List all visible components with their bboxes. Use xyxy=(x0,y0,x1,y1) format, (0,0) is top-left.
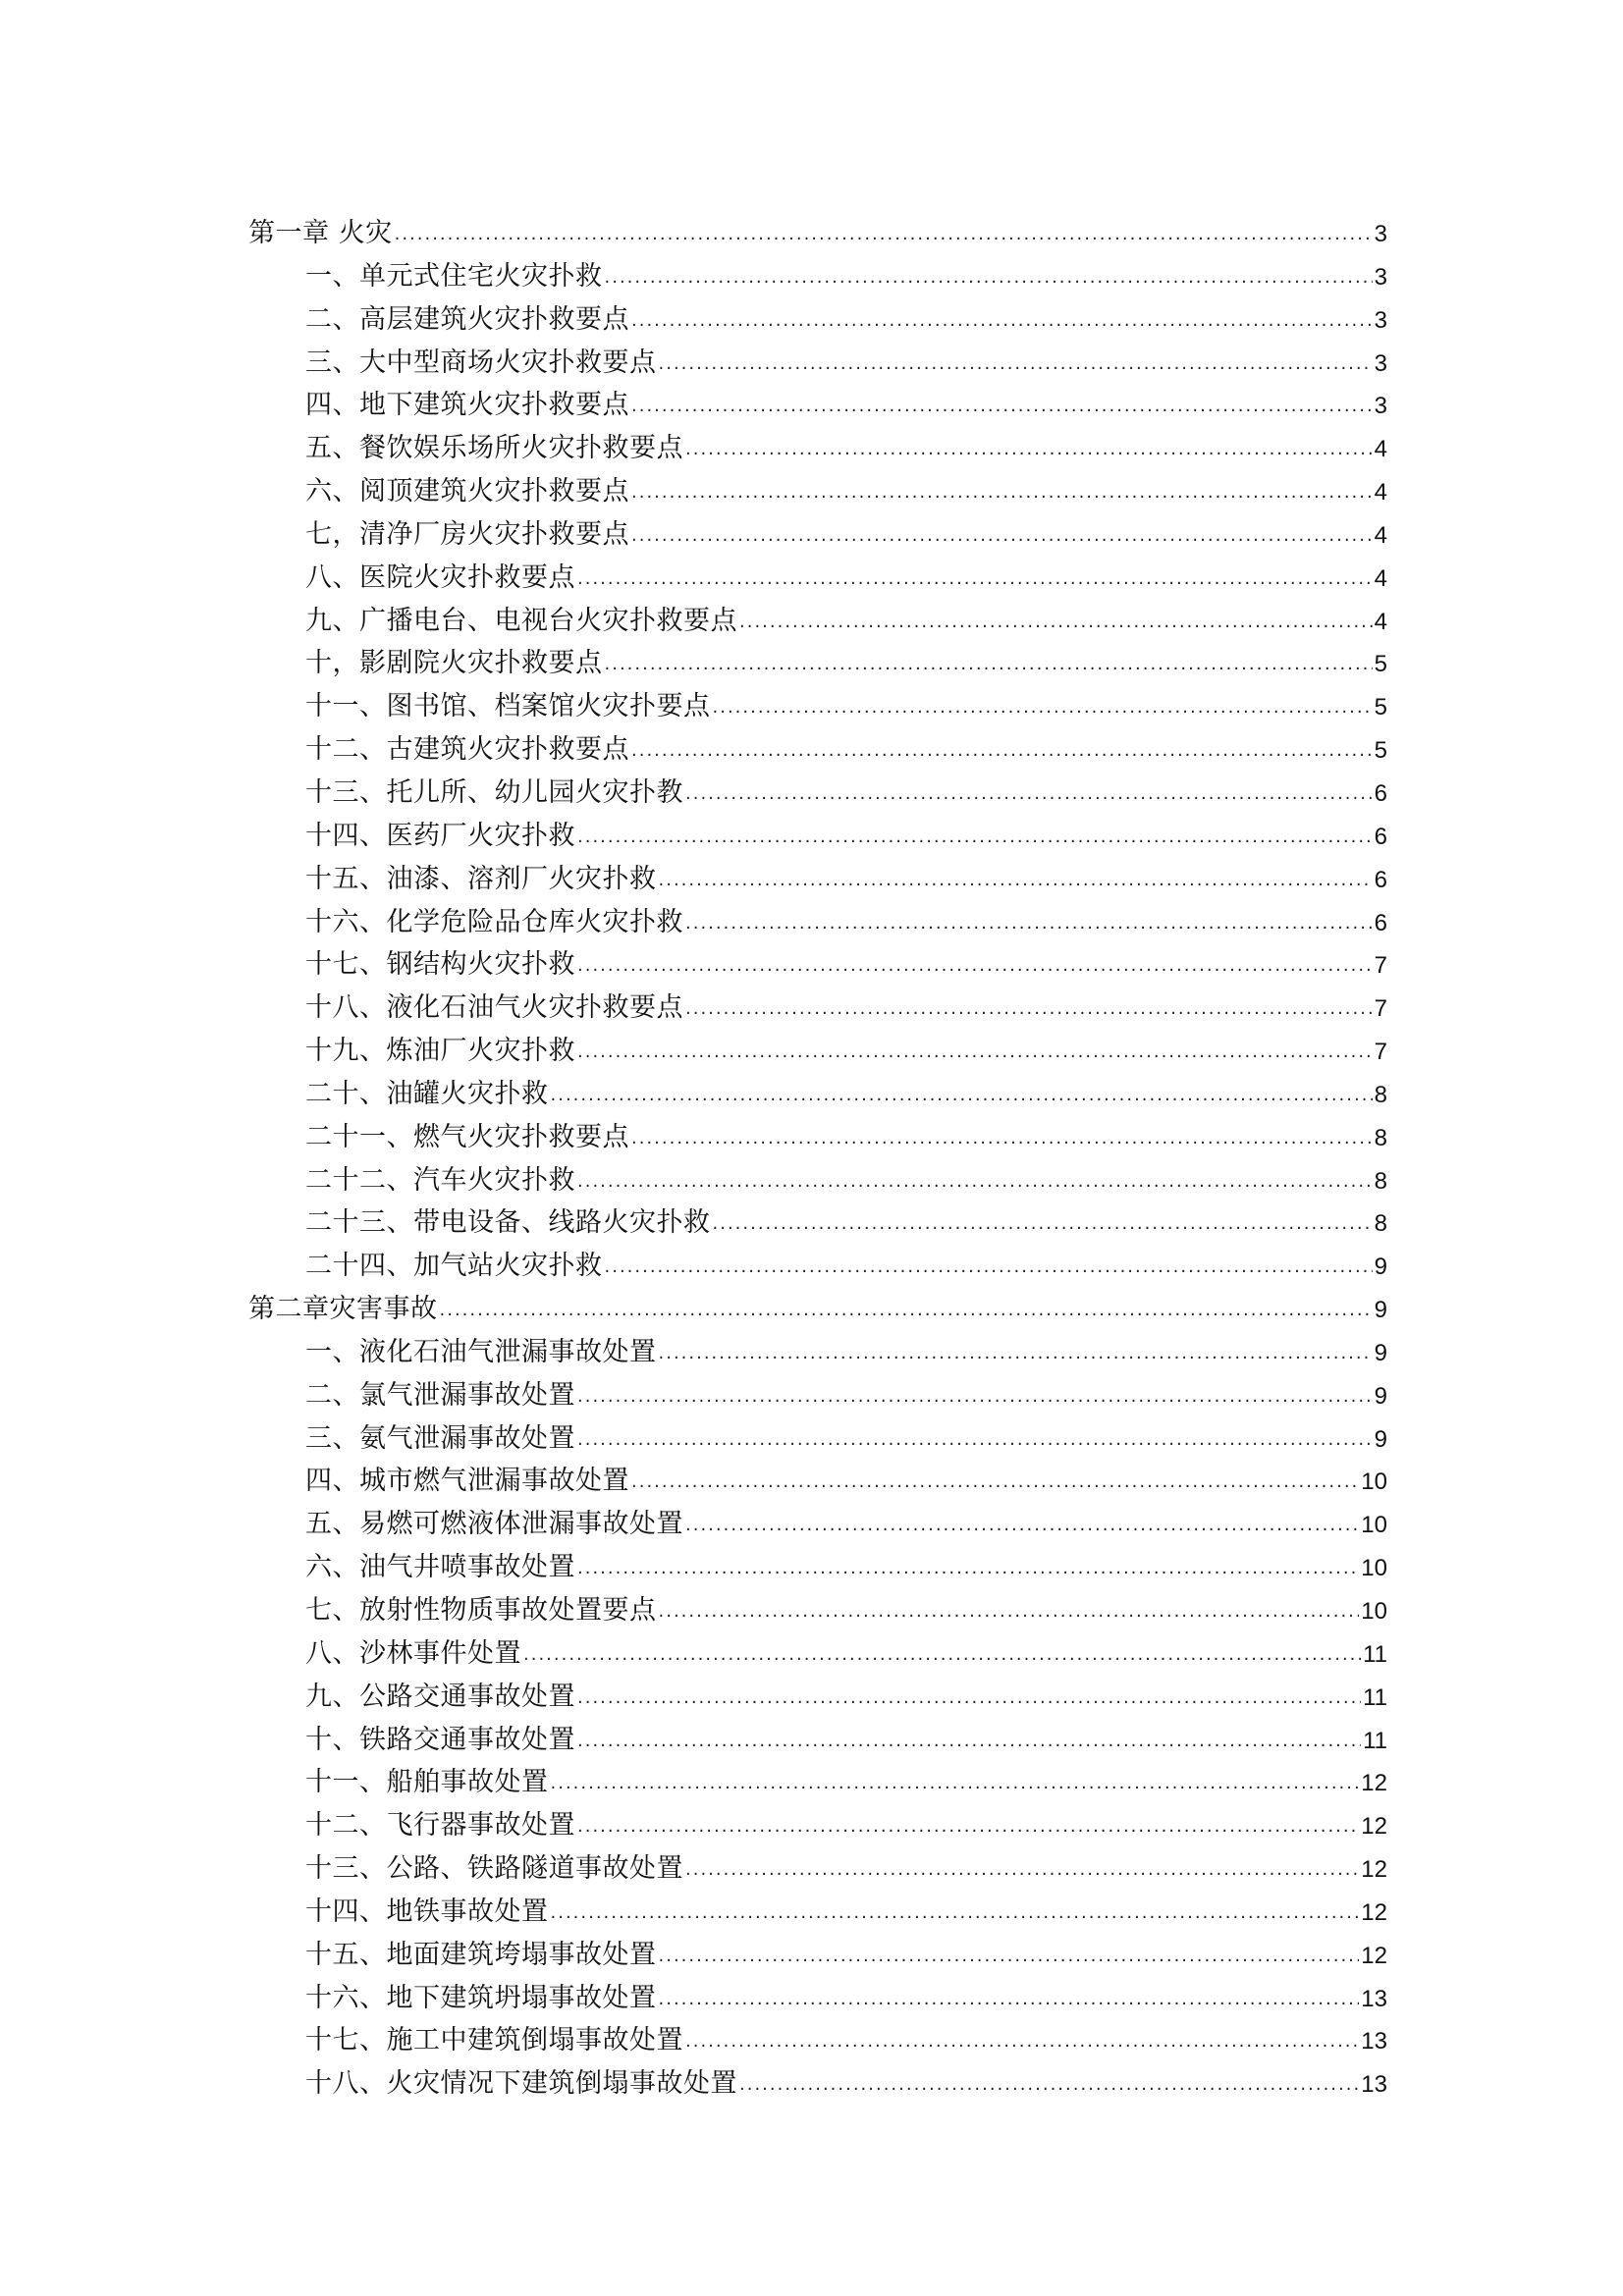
toc-entry-title: 十九、炼油厂火灾扑救 xyxy=(305,1036,575,1067)
toc-dot-leader xyxy=(440,1289,1373,1332)
toc-entry-title: 十六、地下建筑坍塌事故处置 xyxy=(305,1982,657,2013)
toc-entry-page-number: 3 xyxy=(1374,221,1387,247)
toc-entry-page-number: 12 xyxy=(1361,1813,1387,1841)
toc-section-entry[interactable] xyxy=(248,1977,1387,2020)
toc-entry-page-number: 4 xyxy=(1374,436,1387,463)
toc-entry-title: 三、大中型商场火灾扑救要点 xyxy=(305,347,657,378)
toc-entry-title: 九、广播电台、电视台火灾扑救要点 xyxy=(305,605,737,636)
toc-section-entry[interactable] xyxy=(248,815,1387,858)
toc-entry-page-number: 6 xyxy=(1374,866,1387,893)
toc-entry-title: 七、放射性物质事故处置要点 xyxy=(305,1595,657,1626)
toc-chapter-entry[interactable] xyxy=(248,212,1387,255)
toc-dot-leader xyxy=(551,1762,1360,1805)
toc-section-entry[interactable] xyxy=(248,728,1387,772)
toc-dot-leader xyxy=(605,643,1373,686)
toc-dot-leader xyxy=(659,1978,1360,2021)
toc-dot-leader xyxy=(685,428,1373,471)
toc-section-entry[interactable] xyxy=(248,772,1387,815)
toc-entry-title: 一、液化石油气泄漏事故处置 xyxy=(305,1336,657,1367)
toc-section-entry[interactable] xyxy=(248,255,1387,298)
toc-section-entry[interactable] xyxy=(248,470,1387,513)
toc-dot-leader xyxy=(659,859,1373,902)
toc-entry-title: 五、易燃可燃液体泄漏事故处置 xyxy=(305,1509,683,1540)
toc-entry-title: 二、高层建筑火灾扑救要点 xyxy=(305,303,629,335)
toc-section-entry[interactable] xyxy=(248,557,1387,600)
toc-dot-leader xyxy=(631,385,1373,428)
toc-entry-page-number: 6 xyxy=(1374,823,1387,850)
toc-entry-title: 第一章 火灾 xyxy=(248,218,393,248)
toc-dot-leader xyxy=(631,729,1373,773)
toc-section-entry[interactable] xyxy=(248,987,1387,1030)
toc-section-entry[interactable] xyxy=(248,1676,1387,1719)
table-of-contents xyxy=(248,212,1387,2106)
toc-entry-title: 十七、施工中建筑倒塌事故处置 xyxy=(305,2025,683,2056)
toc-entry-title: 十三、托儿所、幼儿园火灾扑教 xyxy=(305,776,683,808)
toc-entry-page-number: 3 xyxy=(1374,349,1387,377)
toc-entry-page-number: 4 xyxy=(1374,521,1387,549)
toc-entry-page-number: 12 xyxy=(1361,1942,1387,1969)
toc-dot-leader xyxy=(577,1805,1359,1848)
toc-dot-leader xyxy=(577,1031,1373,1074)
toc-entry-title: 二十一、燃气火灾扑救要点 xyxy=(305,1121,629,1152)
toc-dot-leader xyxy=(631,471,1373,514)
toc-entry-page-number: 11 xyxy=(1363,1640,1387,1668)
toc-dot-leader xyxy=(577,1418,1373,1462)
toc-section-entry[interactable] xyxy=(248,1073,1387,1116)
toc-entry-title: 四、地下建筑火灾扑救要点 xyxy=(305,390,629,421)
toc-entry-title: 九、公路交通事故处置 xyxy=(305,1681,575,1712)
toc-entry-page-number: 12 xyxy=(1361,1898,1387,1926)
toc-entry-page-number: 7 xyxy=(1374,995,1387,1023)
toc-section-entry[interactable] xyxy=(248,427,1387,470)
toc-dot-leader xyxy=(551,1892,1360,1935)
toc-entry-page-number: 3 xyxy=(1374,263,1387,291)
toc-entry-title: 十三、公路、铁路隧道事故处置 xyxy=(305,1853,683,1885)
toc-dot-leader xyxy=(605,1246,1373,1289)
toc-entry-page-number: 6 xyxy=(1374,909,1387,936)
toc-entry-title: 八、医院火灾扑救要点 xyxy=(305,561,575,593)
toc-section-entry[interactable] xyxy=(248,1761,1387,1804)
toc-entry-page-number: 9 xyxy=(1374,1254,1387,1281)
toc-entry-page-number: 3 xyxy=(1374,393,1387,420)
toc-entry-page-number: 5 xyxy=(1374,737,1387,765)
toc-entry-title: 六、油气井喷事故处置 xyxy=(305,1552,575,1583)
toc-section-entry[interactable] xyxy=(248,1201,1387,1245)
toc-entry-title: 十、铁路交通事故处置 xyxy=(305,1724,575,1755)
toc-dot-leader xyxy=(713,686,1373,729)
toc-section-entry[interactable] xyxy=(248,1374,1387,1417)
toc-entry-title: 八、沙林事件处置 xyxy=(305,1637,521,1669)
toc-entry-page-number: 7 xyxy=(1374,1039,1387,1066)
toc-entry-title: 十六、化学危险品仓库火灾扑救 xyxy=(305,906,683,937)
toc-dot-leader xyxy=(577,558,1373,601)
toc-dot-leader xyxy=(659,1590,1360,1633)
toc-entry-page-number: 8 xyxy=(1374,1210,1387,1238)
toc-section-entry[interactable] xyxy=(248,2062,1387,2106)
toc-entry-page-number: 6 xyxy=(1374,779,1387,807)
toc-entry-page-number: 9 xyxy=(1374,1425,1387,1453)
toc-entry-title: 十四、地铁事故处置 xyxy=(305,1896,549,1927)
toc-dot-leader xyxy=(577,1160,1373,1203)
toc-entry-page-number: 8 xyxy=(1374,1167,1387,1195)
toc-entry-page-number: 13 xyxy=(1361,2071,1387,2099)
toc-section-entry[interactable] xyxy=(248,1589,1387,1632)
toc-dot-leader xyxy=(685,1504,1359,1547)
toc-section-entry[interactable] xyxy=(248,1417,1387,1461)
toc-section-entry[interactable] xyxy=(248,384,1387,427)
toc-entry-page-number: 9 xyxy=(1374,1382,1387,1410)
toc-entry-page-number: 8 xyxy=(1374,1081,1387,1108)
toc-dot-leader xyxy=(577,1375,1373,1418)
toc-dot-leader xyxy=(577,1547,1359,1590)
toc-section-entry[interactable] xyxy=(248,342,1387,385)
toc-section-entry[interactable] xyxy=(248,1331,1387,1374)
toc-entry-page-number: 7 xyxy=(1374,952,1387,980)
toc-section-entry[interactable] xyxy=(248,1804,1387,1847)
toc-section-entry[interactable] xyxy=(248,642,1387,685)
toc-section-entry[interactable] xyxy=(248,1934,1387,1977)
toc-section-entry[interactable] xyxy=(248,685,1387,728)
toc-entry-page-number: 5 xyxy=(1374,694,1387,721)
toc-section-entry[interactable] xyxy=(248,2019,1387,2062)
toc-entry-title: 十一、图书馆、档案馆火灾扑要点 xyxy=(305,691,711,722)
toc-entry-title: 十八、液化石油气火灾扑救要点 xyxy=(305,992,683,1024)
toc-entry-page-number: 9 xyxy=(1374,1297,1387,1324)
toc-entry-page-number: 13 xyxy=(1361,2028,1387,2056)
toc-entry-page-number: 11 xyxy=(1363,1727,1387,1754)
toc-entry-title: 十一、船舶事故处置 xyxy=(305,1767,549,1798)
toc-entry-page-number: 12 xyxy=(1361,1770,1387,1797)
toc-dot-leader xyxy=(577,944,1373,988)
toc-dot-leader xyxy=(577,816,1373,859)
toc-entry-page-number: 5 xyxy=(1374,651,1387,678)
toc-section-entry[interactable] xyxy=(248,901,1387,944)
toc-dot-leader xyxy=(523,1633,1361,1677)
toc-entry-page-number: 4 xyxy=(1374,608,1387,635)
toc-entry-page-number: 10 xyxy=(1361,1555,1387,1582)
toc-entry-page-number: 4 xyxy=(1374,564,1387,592)
toc-entry-page-number: 10 xyxy=(1361,1468,1387,1496)
toc-section-entry[interactable] xyxy=(248,1632,1387,1676)
toc-entry-title: 五、餐饮娱乐场所火灾扑救要点 xyxy=(305,433,683,464)
toc-dot-leader xyxy=(551,1074,1373,1117)
toc-section-entry[interactable] xyxy=(248,1116,1387,1159)
toc-entry-page-number: 13 xyxy=(1361,1985,1387,2012)
toc-dot-leader xyxy=(685,902,1373,945)
toc-dot-leader xyxy=(577,1720,1361,1763)
toc-entry-page-number: 8 xyxy=(1374,1124,1387,1151)
toc-entry-title: 第二章灾害事故 xyxy=(248,1294,438,1325)
toc-section-entry[interactable] xyxy=(248,1891,1387,1934)
toc-entry-page-number: 9 xyxy=(1374,1339,1387,1366)
toc-chapter-entry[interactable] xyxy=(248,1288,1387,1331)
toc-entry-title: 三、氨气泄漏事故处置 xyxy=(305,1422,575,1454)
toc-section-entry[interactable] xyxy=(248,298,1387,342)
toc-entry-title: 二十四、加气站火灾扑救 xyxy=(305,1251,603,1282)
toc-section-entry[interactable] xyxy=(248,1503,1387,1546)
toc-entry-page-number: 10 xyxy=(1361,1512,1387,1539)
toc-entry-title: 七，清净厂房火灾扑救要点 xyxy=(305,518,629,550)
toc-section-entry[interactable] xyxy=(248,858,1387,901)
toc-dot-leader xyxy=(685,988,1373,1031)
toc-entry-title: 二十二、汽车火灾扑救 xyxy=(305,1164,575,1196)
toc-dot-leader xyxy=(659,343,1373,386)
toc-dot-leader xyxy=(739,2063,1359,2107)
toc-section-entry[interactable] xyxy=(248,1847,1387,1891)
toc-entry-page-number: 12 xyxy=(1361,1856,1387,1884)
toc-section-entry[interactable] xyxy=(248,1546,1387,1589)
toc-entry-title: 十五、油漆、溶剂厂火灾扑救 xyxy=(305,863,657,894)
toc-section-entry[interactable] xyxy=(248,1159,1387,1202)
toc-entry-page-number: 4 xyxy=(1374,479,1387,507)
toc-entry-title: 二十三、带电设备、线路火灾扑救 xyxy=(305,1207,711,1239)
toc-entry-title: 四、城市燃气泄漏事故处置 xyxy=(305,1466,629,1497)
toc-dot-leader xyxy=(631,299,1373,343)
toc-dot-leader xyxy=(631,514,1373,558)
toc-entry-title: 十，影剧院火灾扑救要点 xyxy=(305,648,603,679)
toc-section-entry[interactable] xyxy=(248,1030,1387,1073)
toc-dot-leader xyxy=(659,1935,1360,1978)
toc-section-entry[interactable] xyxy=(248,1245,1387,1288)
toc-dot-leader xyxy=(631,1117,1373,1160)
toc-dot-leader xyxy=(685,773,1373,816)
toc-section-entry[interactable] xyxy=(248,1460,1387,1503)
toc-dot-leader xyxy=(685,2020,1359,2063)
toc-entry-title: 十四、医药厂火灾扑救 xyxy=(305,820,575,851)
toc-entry-title: 一、单元式住宅火灾扑救 xyxy=(305,260,603,292)
toc-entry-page-number: 3 xyxy=(1374,306,1387,334)
toc-dot-leader xyxy=(739,601,1373,644)
toc-entry-title: 十七、钢结构火灾扑救 xyxy=(305,949,575,981)
toc-dot-leader xyxy=(713,1202,1373,1246)
toc-entry-title: 十二、古建筑火灾扑救要点 xyxy=(305,734,629,766)
toc-dot-leader xyxy=(659,1332,1373,1375)
toc-entry-page-number: 11 xyxy=(1363,1683,1387,1711)
toc-dot-leader xyxy=(577,1677,1361,1720)
toc-dot-leader xyxy=(395,213,1373,256)
toc-entry-title: 六、阅顶建筑火灾扑救要点 xyxy=(305,476,629,507)
toc-section-entry[interactable] xyxy=(248,943,1387,987)
toc-entry-title: 二、氯气泄漏事故处置 xyxy=(305,1379,575,1411)
toc-section-entry[interactable] xyxy=(248,600,1387,643)
toc-dot-leader xyxy=(685,1848,1359,1892)
toc-entry-title: 十五、地面建筑垮塌事故处置 xyxy=(305,1939,657,1970)
toc-entry-title: 二十、油罐火灾扑救 xyxy=(305,1078,549,1109)
toc-dot-leader xyxy=(605,256,1373,299)
toc-entry-title: 十八、火灾情况下建筑倒塌事故处置 xyxy=(305,2068,737,2100)
toc-section-entry[interactable] xyxy=(248,513,1387,557)
toc-entry-page-number: 10 xyxy=(1361,1598,1387,1625)
toc-entry-title: 十二、飞行器事故处置 xyxy=(305,1810,575,1842)
toc-dot-leader xyxy=(631,1461,1359,1504)
toc-section-entry[interactable] xyxy=(248,1719,1387,1762)
